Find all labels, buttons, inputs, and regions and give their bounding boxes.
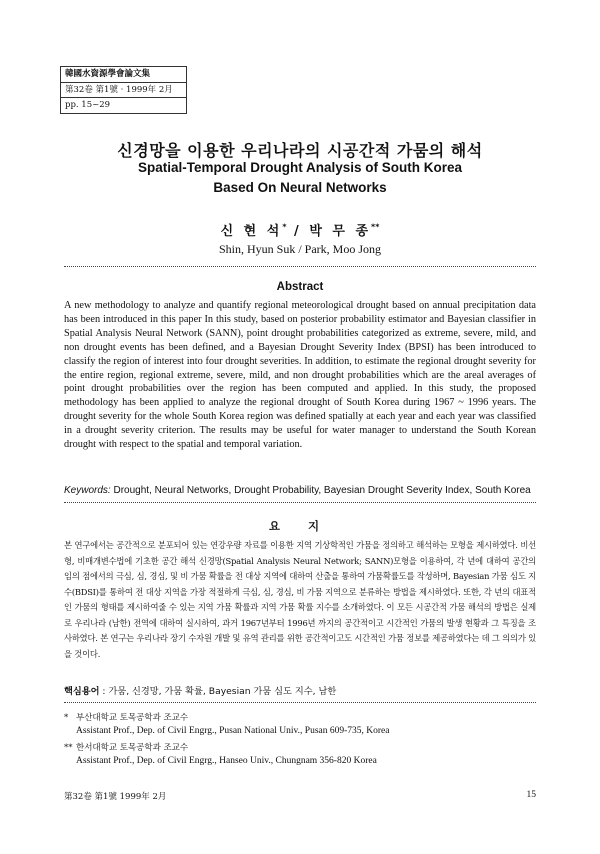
divider-middle [64, 502, 536, 503]
page-number: 15 [526, 790, 536, 800]
author1-mark: * [282, 222, 287, 232]
title-english-line1: Spatial-Temporal Drought Analysis of South Korea [137, 160, 463, 175]
author-separator: / [286, 224, 310, 239]
footnote-1-english [64, 726, 389, 736]
abstract-text: A new methodology to analyze and quantify regional meteorological drought based on annual precipitation data has been introduced in this paper In this study, based on posterior probability estimator and Bayesian classifier in Spatial Analysis Neural Network (SANN), point drought probabilities categorized as extreme, severe, mild, and non drought events has been defined, and a Bayesian Drought Severity Index (BPSI) has been introduced to classify the region of interest into four drought severities. In addition, to estimate the regional drought severity for the entire region, regional extreme, severe, mild, and non drought probabilities which are the areal averages of point drought probabilities over the region has been computed and applied. In this study, the proposed methodology has been applied to analyze the regional drought of South Korea during 1967 ~ 1996 years. The drought severity for the whole South Korea region was defined spatially at each year and each year was classified in a drought severity criterion. The results may be useful for water manager to understand the South Korean drought with respect to the spatial and temporal variation. [64, 300, 536, 451]
keywords-label: Keywords: [64, 485, 111, 496]
author2-mark: ** [371, 222, 380, 232]
authors-english: Shin, Hyun Suk / Park, Moo Jong [218, 242, 382, 256]
footnote-2-en-text: Assistant Prof., Dep. of Civil Engrg., Hanseo Univ., Chungnam 356-820 Korea [76, 756, 377, 766]
yoji-text: 본 연구에서는 공간적으로 분포되어 있는 연강우량 자료를 이용한 지역 기상학적인 가뭄을 정의하고 해석하는 모형을 제시하였다. 비선형, 비매개변수법에 기초한 공간 해석 신경망(Spatial Analysis Neural Network; SANN)모형을 이용하여, 각 년에 대하여 공간의 임의 점에서의 극심, 심, 경심, 및 비 가뭄 확률을 전 대상 지역에 대하여 산출을 통하여 가뭄확률도를 작성하며, Bayesian 가뭄 심도 지수(BDSI)를 통하여 전 대상 지역을 가장 적절하게 극심, 심, 경심, 비 가뭄 지역으로 분류하는 방법을 제시하였다. 또한, 각 년의 대표적인 가뭄의 형태를 제시하여줄 수 있는 지역 가뭄 확률과 지역 가뭄 확률 지수를 소개하였다. 이 모든 시공간적 가뭄 해석의 방법은 실제로 우리나라 (남한) 전역에 대하여 실시하여, 과거 1967년부터 1996년 까지의 공간적이고 시간적인 가뭄의 발생 현황과 그 특징을 조사하였다. 본 연구는 우리나라 장기 수자원 개발 및 유역 관리를 위한 공간적이고도 시간적인 가뭄 정보를 제공하였다는 데 그 의의가 있을 것이다. [64, 540, 536, 659]
yoji-keywords-label: 핵심용어 [64, 686, 100, 697]
yoji-keywords [64, 683, 336, 697]
footnote-2-ko-text: 한서대학교 토목공학과 조교수 [76, 743, 189, 753]
footnote-2-korean [64, 741, 188, 753]
abstract-heading: Abstract [276, 281, 324, 293]
title-korean: 신경망을 이용한 우리나라의 시공간적 가뭄의 해석 [117, 141, 483, 160]
abstract-keywords [64, 485, 544, 496]
journal-pages: pp. 15~29 [65, 100, 111, 110]
footer-issue: 第32卷 第1號 1999年 2月 [64, 792, 167, 802]
footnote-1-korean [64, 711, 188, 723]
keywords-list: Drought, Neural Networks, Drought Probability, Bayesian Drought Severity Index, South Korea [110, 485, 531, 496]
yoji-heading: 요 지 [268, 519, 332, 533]
author1-korean: 신 현 석 [220, 224, 283, 239]
journal-info-box [60, 66, 187, 114]
divider-top [64, 266, 536, 267]
journal-name: 韓國水資源學會論文集 [61, 67, 186, 83]
title-english-line2: Based On Neural Networks [213, 180, 387, 195]
footnote-1-en-text: Assistant Prof., Dep. of Civil Engrg., Pusan National Univ., Pusan 609-735, Korea [76, 726, 390, 736]
footnote-2-english [64, 756, 377, 766]
author2-korean: 박 무 종 [309, 224, 372, 239]
divider-footnotes [64, 702, 536, 703]
authors-korean [0, 220, 600, 239]
footnote-1-ko-text: 부산대학교 토목공학과 조교수 [76, 713, 189, 723]
footnote-2-mark: ** [64, 743, 73, 753]
journal-volume: 第32卷 第1號 · 1999年 2月 [61, 83, 186, 99]
yoji-keywords-list: : 가뭄, 신경망, 가뭄 확률, Bayesian 가뭄 심도 지수, 남한 [99, 686, 337, 697]
footnote-1-mark: * [64, 713, 69, 723]
